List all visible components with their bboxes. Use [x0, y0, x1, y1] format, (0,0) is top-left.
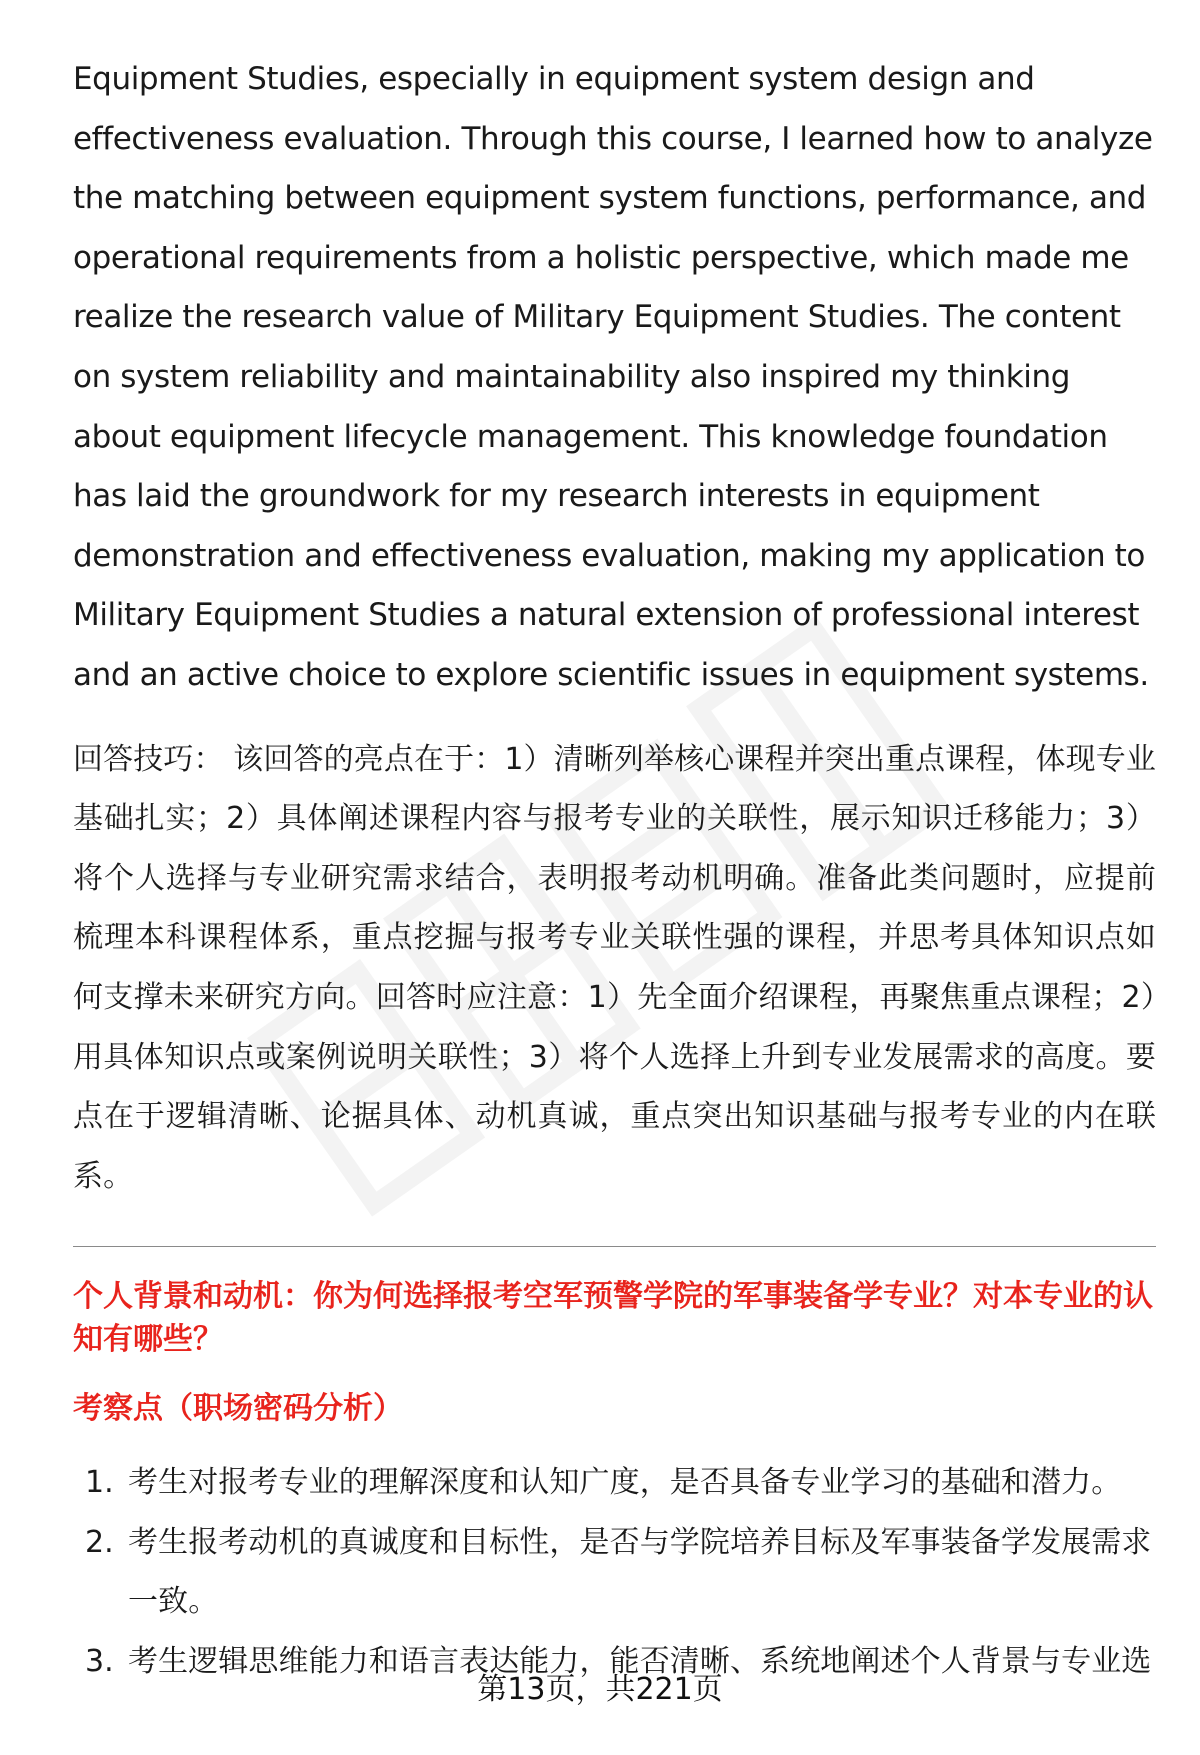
list-item-text: 考生对报考专业的理解深度和认知广度，是否具备专业学习的基础和潜力。 — [128, 1465, 1122, 1501]
page-footer: 第13页，共221页 — [477, 1672, 723, 1707]
list-item-text: 考生报考动机的真诚度和目标性，是否与学院培养目标及军事装备学发展需求一致。 — [128, 1524, 1152, 1620]
list-item-number: 3. — [85, 1644, 114, 1680]
answer-tips — [73, 730, 1156, 1207]
assessment-points-list — [73, 1453, 1156, 1691]
list-item-number: 2. — [85, 1524, 114, 1560]
answer-tips-text: 该回答的亮点在于：1）清晰列举核心课程并突出重点课程，体现专业基础扎实；2）具体阐述课程内容与报考专业的关联性，展示知识迁移能力；3）将个人选择与专业研究需求结合，表明报考动机明确。准备此类问题时，应提前梳理本科课程体系，重点挖掘与报考专业关联性强的课程，并思考具体知识点如何支撑未来研究方向。回答时应注意：1）先全面介绍课程，再聚焦重点课程；2）用具体知识点或案例说明关联性；3）将个人选择上升到专业发展需求的高度。要点在于逻辑清晰、论据具体、动机真诚，重点突出知识基础与报考专业的内在联系。 — [73, 741, 1156, 1194]
document-page — [73, 50, 1156, 1692]
list-item-number: 1. — [85, 1465, 114, 1501]
list-item — [73, 1453, 1156, 1513]
list-item — [73, 1513, 1156, 1632]
section-divider — [73, 1246, 1156, 1247]
question-heading: 个人背景和动机：你为何选择报考空军预警学院的军事装备学专业？对本专业的认知有哪些？ — [73, 1279, 1153, 1358]
list-item-text: 考生逻辑思维能力和语言表达能力，能否清晰、系统地阐述个人背景与专业选 — [128, 1644, 1152, 1680]
answer-tips-label: 回答技巧： — [73, 741, 224, 777]
assessment-points-heading: 考察点（职场密码分析） — [73, 1391, 403, 1427]
body-paragraph: Equipment Studies, especially in equipment system design and effectiveness evaluation. Through this course, I learned how to analyze the matching between equipment system functions, performance, and operational requirements from a holistic perspective, which made me realize the research value of Military Equipment Studies. The content on system reliability and maintainability also inspired my thinking about equipment lifecycle management. This knowledge foundation has laid the groundwork for my research interests in equipment demonstration and effectiveness evaluation, making my application to Military Equipment Studies a natural extension of professional interest and an active choice to explore scientific issues in equipment systems. — [73, 61, 1153, 693]
